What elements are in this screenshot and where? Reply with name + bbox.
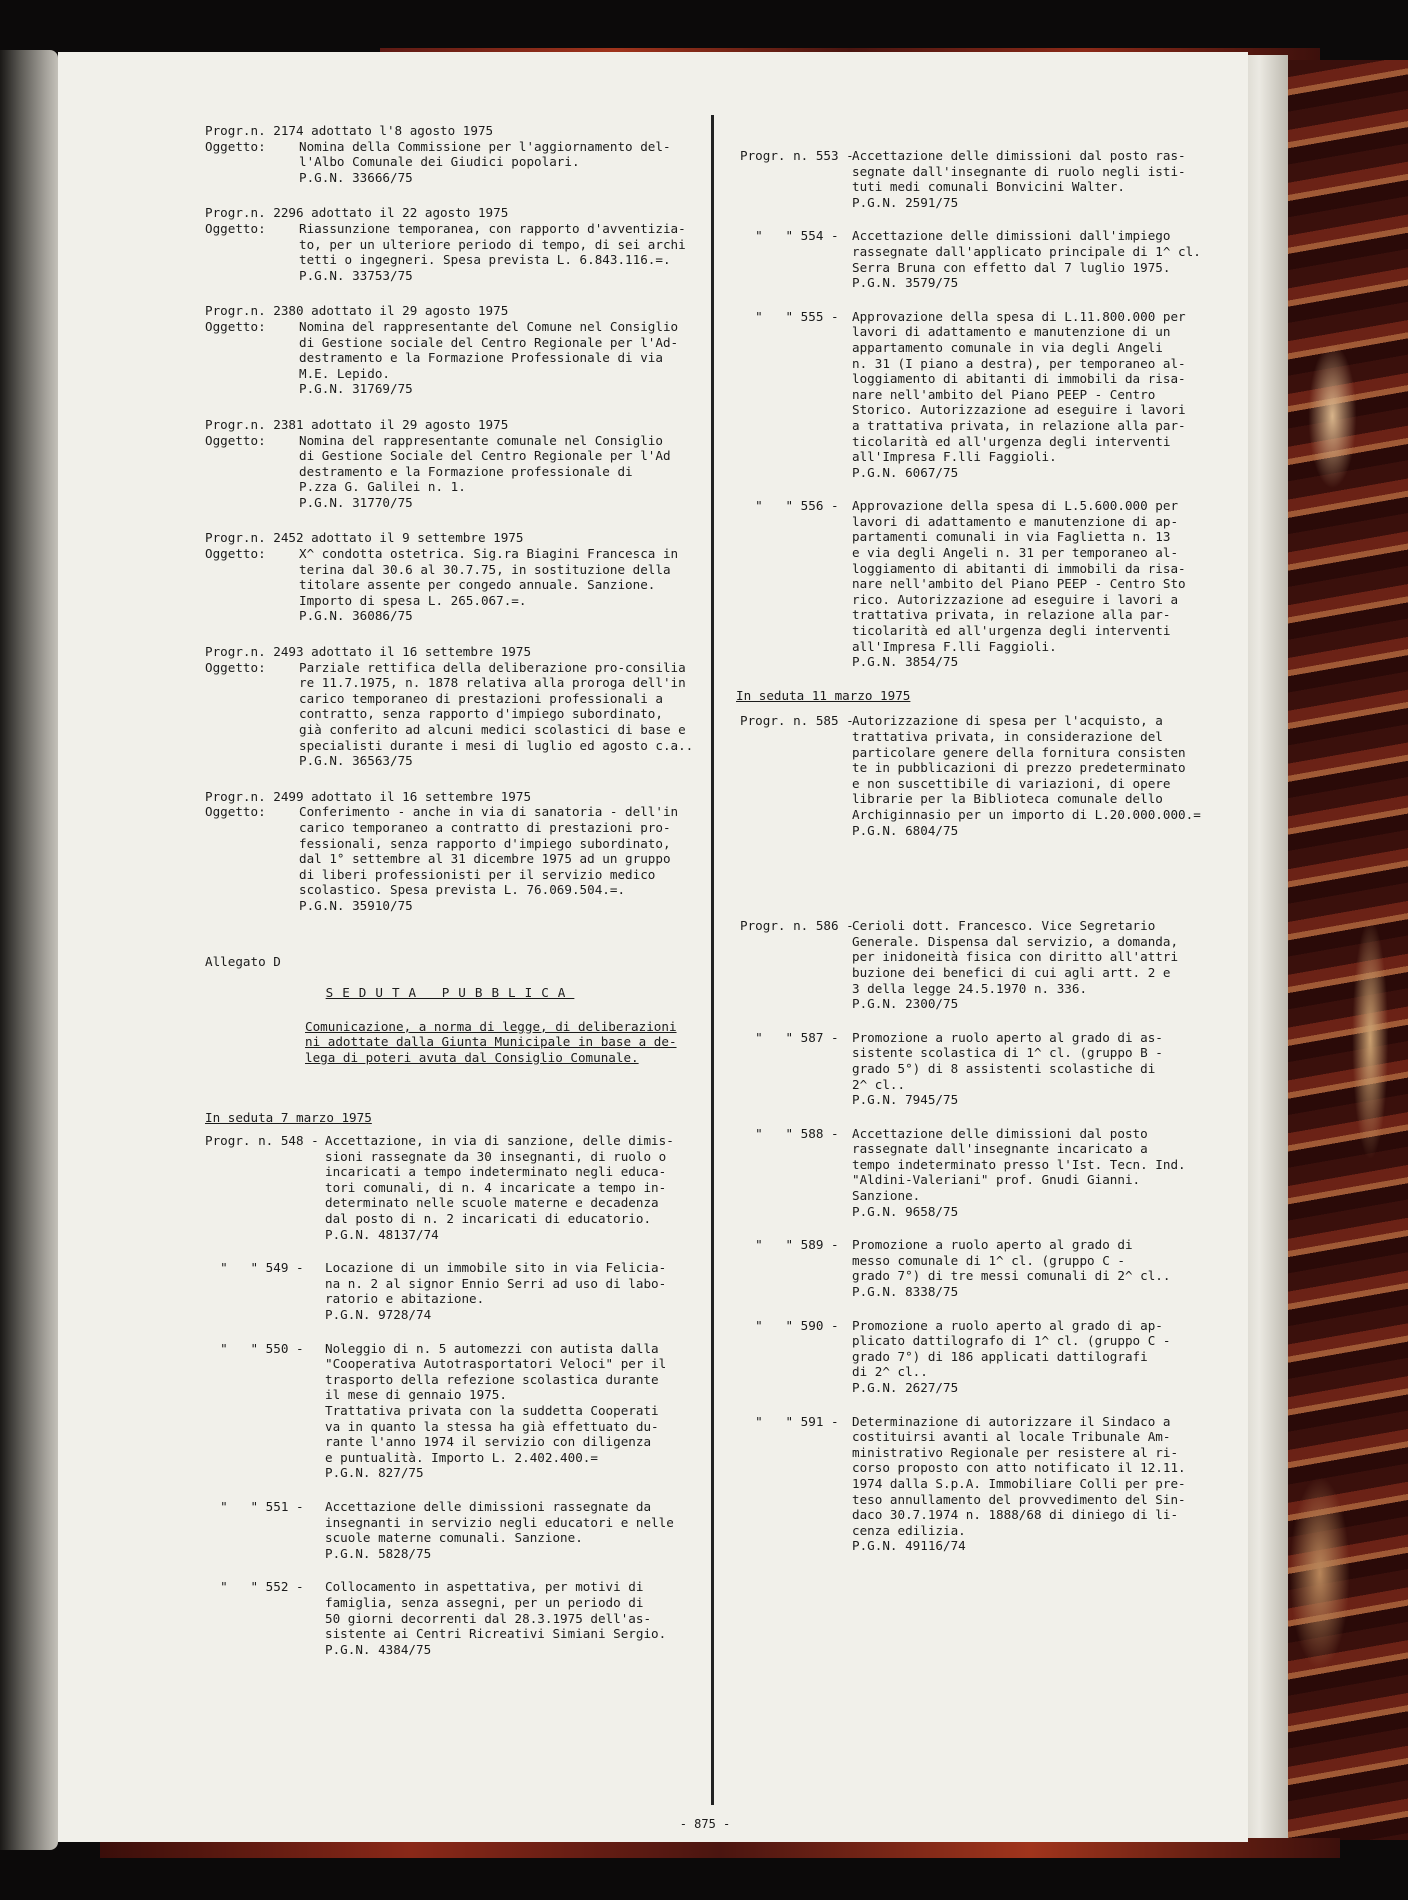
progr-line: P.G.N. 6804/75	[852, 822, 959, 838]
progr-line: Autorizzazione di spesa per l'acquisto, a	[852, 713, 1163, 729]
progr-text	[852, 228, 1232, 290]
progr-label: " " 587 -	[740, 1029, 839, 1045]
oggetto-text	[299, 433, 695, 511]
oggetto-row	[205, 433, 695, 511]
progr-line: Approvazione della spesa di L.11.800.000 per	[852, 308, 1186, 324]
oggetto-line: già conferito ad alcuni medici scolastici di base e	[299, 722, 686, 737]
oggetto-line: Nomina del rappresentante comunale nel Consiglio	[299, 432, 663, 448]
oggetto-line: di liberi professionisti per il servizio medico	[299, 866, 656, 882]
entry-heading: Progr.n. 2296 adottato il 22 agosto 1975	[205, 205, 509, 221]
progr-line: P.G.N. 6067/75	[852, 464, 959, 480]
entry-heading: Progr.n. 2381 adottato il 29 agosto 1975	[205, 416, 509, 432]
progr-line: Approvazione della spesa di L.5.600.000 per	[852, 498, 1179, 514]
progr-line: ratorio e abitazione.	[325, 1291, 485, 1307]
entry-heading: Progr.n. 2174 adottato l'8 agosto 1975	[205, 123, 494, 138]
left-entries	[205, 123, 695, 914]
progr-label: Progr. n. 586 -	[740, 918, 854, 934]
marbled-cover	[1282, 60, 1408, 1840]
progr-item	[205, 1499, 695, 1561]
progr-label: " " 549 -	[205, 1260, 304, 1276]
progr-line: P.G.N. 8338/75	[852, 1284, 959, 1300]
progr-label: Progr. n. 548 -	[205, 1133, 319, 1149]
progr-line: n. 31 (I piano a destra), per temporaneo al-	[852, 355, 1186, 371]
progr-line: sistente ai Centri Ricreativi Simiani Sergio.	[325, 1626, 667, 1642]
oggetto-line: X^ condotta ostetrica. Sig.ra Biagini Francesca in	[299, 546, 679, 562]
oggetto-line: re 11.7.1975, n. 1878 relativa alla proroga dell'in	[299, 675, 686, 691]
allegato-label: Allegato D	[205, 953, 281, 969]
progr-item	[740, 713, 1232, 838]
progr-line: P.G.N. 4384/75	[325, 1641, 432, 1657]
column-divider	[711, 115, 714, 1805]
progr-label: " " 591 -	[740, 1413, 839, 1429]
progr-line: grado 7°) di tre messi comunali di 2^ cl..	[852, 1268, 1171, 1284]
progr-line: nare nell'ambito del Piano PEEP - Centro Sto	[852, 576, 1186, 592]
progr-label: " " 554 -	[740, 228, 839, 244]
progr-line: Promozione a ruolo aperto al grado di ap-	[852, 1317, 1163, 1333]
progr-line: Accettazione, in via di sanzione, delle dimis-	[325, 1133, 674, 1149]
progr-text	[852, 713, 1232, 838]
progr-label: " " 588 -	[740, 1125, 839, 1141]
oggetto-line: di Gestione Sociale del Centro Regionale per l'Ad	[299, 448, 671, 464]
progr-item	[740, 228, 1232, 290]
oggetto-row	[205, 139, 695, 186]
progr-item	[740, 918, 1232, 1012]
progr-line: lavori di adattamento e manutenzione di ap-	[852, 513, 1179, 529]
progr-line: sistente scolastica di 1^ cl. (gruppo B -	[852, 1045, 1163, 1061]
left-column	[205, 123, 695, 1675]
delibera-entry	[205, 123, 695, 185]
progr-line: di 2^ cl..	[852, 1364, 928, 1380]
progr-item	[205, 1341, 695, 1481]
progr-label: Progr. n. 553 -	[740, 148, 854, 163]
entry-heading: Progr.n. 2499 adottato il 16 settembre 1975	[205, 788, 532, 804]
oggetto-line: specialisti durante i mesi di luglio ed agosto c.a..	[299, 737, 694, 753]
entry-heading: Progr.n. 2380 adottato il 29 agosto 1975	[205, 303, 509, 319]
comunicazione-line: Comunicazione, a norma di legge, di deliberazioni	[305, 1018, 677, 1034]
oggetto-text	[299, 546, 695, 624]
progr-label: " " 550 -	[205, 1340, 304, 1356]
progr-line: segnate dall'insegnante di ruolo negli isti-	[852, 163, 1186, 179]
oggetto-text	[299, 221, 695, 283]
progr-line: rassegnate dall'insegnante incaricato a	[852, 1141, 1148, 1157]
progr-line: "Aldini-Valeriani" prof. Gnudi Gianni.	[852, 1172, 1141, 1188]
progr-line: e non suscettibile di variazioni, di opere	[852, 775, 1171, 791]
progr-line: P.G.N. 5828/75	[325, 1545, 432, 1561]
oggetto-line: P.G.N. 33753/75	[299, 267, 413, 283]
progr-line: e via degli Angeli n. 31 per temporaneo al-	[852, 545, 1179, 561]
oggetto-label: Oggetto:	[205, 220, 266, 236]
progr-line: scuole materne comunali. Sanzione.	[325, 1530, 583, 1546]
progr-line: P.G.N. 2627/75	[852, 1380, 959, 1395]
progr-line: ticolarità ed all'urgenza degli interventi	[852, 433, 1171, 449]
entry-heading: Progr.n. 2452 adottato il 9 settembre 1975	[205, 530, 524, 546]
progr-item	[740, 309, 1232, 481]
progr-text	[325, 1499, 695, 1561]
progr-text	[852, 309, 1232, 481]
progr-line: nare nell'ambito del Piano PEEP - Centro	[852, 386, 1156, 402]
oggetto-text	[299, 660, 695, 769]
progr-line: Promozione a ruolo aperto al grado di	[852, 1237, 1133, 1253]
entry-heading: Progr.n. 2493 adottato il 16 settembre 1975	[205, 644, 532, 660]
progr-line: Storico. Autorizzazione ad eseguire i lavori	[852, 402, 1186, 418]
oggetto-line: Nomina del rappresentante del Comune nel Consiglio	[299, 318, 679, 334]
oggetto-line: P.zza G. Galilei n. 1.	[299, 479, 466, 495]
oggetto-label: Oggetto:	[205, 804, 266, 820]
progr-line: trasporto della refezione scolastica durante	[325, 1371, 659, 1387]
progr-line: partamenti comunali in via Faglietta n. 13	[852, 529, 1171, 545]
progr-line: plicato dattilografo di 1^ cl. (gruppo C -	[852, 1333, 1171, 1349]
progr-line: Locazione di un immobile sito in via Felicia-	[325, 1260, 667, 1276]
oggetto-label: Oggetto:	[205, 546, 266, 562]
progr-line: lavori di adattamento e manutenzione di un	[852, 324, 1171, 340]
progr-line: 50 giorni decorrenti dal 28.3.1975 dell'as-	[325, 1610, 652, 1626]
oggetto-line: tetti o ingegneri. Spesa prevista L. 6.843.116.=.	[299, 252, 671, 268]
progr-line: te in pubblicazioni di prezzo predeterminato	[852, 760, 1186, 776]
oggetto-line: destramento e la Formazione professionale di	[299, 463, 633, 479]
progr-text	[852, 1030, 1232, 1108]
progr-line: P.G.N. 7945/75	[852, 1092, 959, 1108]
progr-line: P.G.N. 827/75	[325, 1465, 424, 1481]
progr-line: 3 della legge 24.5.1970 n. 336.	[852, 980, 1088, 996]
progr-line: Accettazione delle dimissioni rassegnate da	[325, 1498, 652, 1514]
progr-line: P.G.N. 3854/75	[852, 654, 959, 670]
oggetto-line: P.G.N. 33666/75	[299, 169, 413, 185]
progr-label: Progr. n. 585 -	[740, 713, 854, 729]
progr-line: Accettazione delle dimissioni dall'impiego	[852, 228, 1171, 244]
oggetto-line: contratto, senza rapporto d'impiego subordinato,	[299, 706, 663, 722]
progr-line: Collocamento in aspettativa, per motivi di	[325, 1579, 644, 1595]
progr-line: loggiamento di abitanti di immobili da risa-	[852, 371, 1186, 387]
progr-line: P.G.N. 48137/74	[325, 1226, 439, 1242]
oggetto-line: to, per un ulteriore periodo di tempo, di sei archi	[299, 236, 686, 252]
oggetto-row	[205, 221, 695, 283]
progr-line: P.G.N. 3579/75	[852, 275, 959, 291]
progr-line: costituirsi avanti al locale Tribunale Am-	[852, 1429, 1171, 1445]
progr-line: Noleggio di n. 5 automezzi con autista dalla	[325, 1340, 659, 1356]
progr-line: Trattativa privata con la suddetta Cooperati	[325, 1403, 659, 1418]
seduta-heading-right: In seduta 11 marzo 1975	[736, 687, 911, 703]
progr-line: P.G.N. 9728/74	[325, 1307, 432, 1323]
oggetto-line: dal 1° settembre al 31 dicembre 1975 ad un gruppo	[299, 851, 671, 867]
progr-line: all'Impresa F.lli Faggioli.	[852, 638, 1057, 654]
comunicazione-line: ni adottate dalla Giunta Municipale in base a de-	[305, 1034, 677, 1050]
progr-text	[852, 1126, 1232, 1220]
progr-label: " " 556 -	[740, 498, 839, 514]
progr-line: Promozione a ruolo aperto al grado di as-	[852, 1029, 1163, 1045]
progr-item	[205, 1579, 695, 1657]
progr-line: Generale. Dispensa dal servizio, a domanda,	[852, 933, 1179, 949]
progr-line: cenza edilizia.	[852, 1522, 966, 1538]
delibera-entry	[205, 789, 695, 914]
oggetto-line: P.G.N. 36086/75	[299, 608, 413, 624]
oggetto-row	[205, 804, 695, 913]
progr-line: e puntualità. Importo L. 2.402.400.=	[325, 1449, 598, 1465]
oggetto-text	[299, 319, 695, 397]
progr-line: grado 5°) di 8 assistenti scolastiche di	[852, 1060, 1156, 1076]
progr-item	[740, 148, 1232, 210]
oggetto-label: Oggetto:	[205, 432, 266, 448]
oggetto-line: P.G.N. 36563/75	[299, 753, 413, 769]
progr-line: Determinazione di autorizzare il Sindaco a	[852, 1413, 1171, 1429]
progr-line: tuti medi comunali Bonvicini Walter.	[852, 179, 1125, 195]
progr-item	[205, 1133, 695, 1242]
oggetto-line: M.E. Lepido.	[299, 365, 390, 381]
progr-line: rico. Autorizzazione ad eseguire i lavori a	[852, 591, 1179, 607]
progr-line: tempo indeterminato presso l'Ist. Tecn. Ind.	[852, 1156, 1186, 1172]
progr-text	[325, 1579, 695, 1657]
progr-item	[740, 1414, 1232, 1554]
oggetto-line: fessionali, senza rapporto d'impiego subordinato,	[299, 835, 671, 851]
progr-text	[852, 498, 1232, 670]
right-items-first	[740, 148, 1232, 670]
progr-line: dal posto di n. 2 incaricati di educatorio.	[325, 1211, 652, 1227]
progr-line: determinato nelle scuole materne e decadenza	[325, 1195, 659, 1211]
progr-line: il mese di gennaio 1975.	[325, 1387, 507, 1403]
progr-text	[852, 148, 1232, 210]
oggetto-line: Riassunzione temporanea, con rapporto d'avventizia-	[299, 220, 686, 236]
progr-label: " " 589 -	[740, 1237, 839, 1253]
progr-line: trattativa privata, in considerazione del	[852, 729, 1163, 744]
progr-text	[325, 1260, 695, 1322]
progr-line: famiglia, senza assegni, per un periodo di	[325, 1594, 644, 1610]
progr-line: sioni rassegnate da 30 insegnanti, di ruolo o	[325, 1148, 667, 1164]
oggetto-line: di Gestione sociale del Centro Regionale per l'Ad-	[299, 334, 679, 350]
page-number: - 875 -	[679, 1817, 731, 1831]
oggetto-label: Oggetto:	[205, 138, 266, 154]
progr-line: appartamento comunale in via degli Angeli	[852, 339, 1163, 355]
oggetto-line: P.G.N. 35910/75	[299, 897, 413, 913]
progr-line: a trattativa privata, in relazione alla par-	[852, 417, 1186, 433]
progr-line: va in quanto la stessa ha già effettuato du-	[325, 1418, 659, 1434]
book-binding	[0, 50, 58, 1850]
delibera-entry	[205, 303, 695, 397]
oggetto-line: scolastico. Spesa prevista L. 76.069.504.=.	[299, 882, 626, 898]
oggetto-line: Conferimento - anche in via di sanatoria - dell'in	[299, 804, 679, 820]
progr-line: daco 30.7.1974 n. 1888/68 di diniego di li-	[852, 1507, 1179, 1523]
oggetto-line: carico temporaneo di prestazioni professionali a	[299, 690, 663, 706]
progr-line: rante l'anno 1974 il servizio con diligenza	[325, 1434, 652, 1450]
progr-line: buzione dei benefici di cui agli artt. 2 e	[852, 964, 1171, 980]
oggetto-label: Oggetto:	[205, 318, 266, 334]
progr-line: P.G.N. 9658/75	[852, 1203, 959, 1219]
progr-item	[740, 1126, 1232, 1220]
progr-text	[852, 1414, 1232, 1554]
progr-line: 2^ cl..	[852, 1076, 906, 1092]
oggetto-row	[205, 546, 695, 624]
delibera-entry	[205, 417, 695, 511]
progr-line: "Cooperativa Autotrasportatori Veloci" per il	[325, 1356, 667, 1372]
oggetto-row	[205, 660, 695, 769]
delibera-entry	[205, 530, 695, 624]
progr-item	[740, 1318, 1232, 1396]
progr-line: insegnanti in servizio negli educatori e nelle	[325, 1514, 674, 1530]
oggetto-text	[299, 804, 695, 913]
progr-line: Serra Bruna con effetto dal 7 luglio 1975.	[852, 259, 1171, 275]
progr-item	[740, 1237, 1232, 1299]
left-items	[205, 1133, 695, 1657]
progr-line: Archiginnasio per un importo di L.20.000.000.=	[852, 806, 1201, 822]
oggetto-line: terina dal 30.6 al 30.7.75, in sostituzione della	[299, 561, 671, 577]
oggetto-line: destramento e la Formazione Professionale di via	[299, 350, 663, 366]
oggetto-line: P.G.N. 31770/75	[299, 494, 413, 510]
progr-item	[205, 1260, 695, 1322]
progr-line: 1974 dalla S.p.A. Immobiliare Colli per pre-	[852, 1475, 1186, 1491]
oggetto-line: Nomina della Commissione per l'aggiornamento del-	[299, 138, 671, 154]
delibera-entry	[205, 205, 695, 283]
progr-line: Cerioli dott. Francesco. Vice Segretario	[852, 918, 1156, 934]
progr-text	[852, 1237, 1232, 1299]
progr-line: corso proposto con atto notificato il 12.11.	[852, 1460, 1186, 1476]
progr-line: ticolarità ed all'urgenza degli interventi	[852, 623, 1171, 639]
right-items-second	[740, 713, 1232, 1554]
oggetto-text	[299, 139, 695, 186]
progr-text	[325, 1341, 695, 1481]
progr-text	[325, 1133, 695, 1242]
progr-line: Sanzione.	[852, 1188, 921, 1204]
progr-line: P.G.N. 2591/75	[852, 194, 959, 210]
progr-line: tori comunali, di n. 4 incaricate a tempo in-	[325, 1179, 667, 1195]
progr-line: loggiamento di abitanti di immobili da risa-	[852, 560, 1186, 576]
progr-line: grado 7°) di 186 applicati dattilografi	[852, 1348, 1148, 1364]
progr-label: " " 555 -	[740, 308, 839, 324]
seduta-heading-left: In seduta 7 marzo 1975	[205, 1109, 372, 1125]
progr-text	[852, 1318, 1232, 1396]
progr-line: librarie per la Biblioteca comunale dello	[852, 791, 1163, 807]
progr-line: na n. 2 al signor Ennio Serri ad uso di labo-	[325, 1275, 667, 1291]
comunicazione-line: lega di poteri avuta dal Consiglio Comunale.	[305, 1049, 639, 1065]
progr-line: incaricati a tempo indeterminato negli educa-	[325, 1164, 667, 1180]
progr-line: ministrativo Regionale per resistere al ri-	[852, 1444, 1179, 1460]
comunicazione-block	[205, 1019, 695, 1066]
oggetto-row	[205, 319, 695, 397]
progr-line: all'Impresa F.lli Faggioli.	[852, 449, 1057, 465]
oggetto-line: Parziale rettifica della deliberazione pro-consilia	[299, 659, 686, 675]
progr-line: teso annullamento del provvedimento del Sin-	[852, 1491, 1186, 1507]
progr-line: Accettazione delle dimissioni dal posto ras-	[852, 148, 1186, 163]
progr-line: P.G.N. 49116/74	[852, 1538, 966, 1554]
progr-line: rassegnate dall'applicato principale di 1^ cl.	[852, 243, 1201, 259]
progr-label: " " 552 -	[205, 1579, 304, 1595]
progr-line: trattativa privata, in relazione alla par-	[852, 607, 1171, 623]
progr-line: P.G.N. 2300/75	[852, 996, 959, 1012]
right-column	[736, 148, 1232, 1572]
progr-text	[852, 918, 1232, 1012]
seduta-pubblica-title: SEDUTA PUBBLICA	[325, 985, 575, 1001]
progr-label: " " 551 -	[205, 1498, 304, 1514]
progr-line: particolare genere della fornitura consisten	[852, 744, 1186, 760]
progr-line: per inidoneità fisica con diritto all'attri	[852, 949, 1179, 965]
oggetto-line: titolare assente per congedo annuale. Sanzione.	[299, 577, 656, 593]
progr-item	[740, 498, 1232, 670]
oggetto-line: P.G.N. 31769/75	[299, 381, 413, 397]
delibera-entry	[205, 644, 695, 769]
oggetto-label: Oggetto:	[205, 659, 266, 675]
progr-item	[740, 1030, 1232, 1108]
progr-label: " " 590 -	[740, 1317, 839, 1333]
oggetto-line: Importo di spesa L. 265.067.=.	[299, 592, 527, 608]
progr-line: messo comunale di 1^ cl. (gruppo C -	[852, 1252, 1125, 1268]
oggetto-line: l'Albo Comunale dei Giudici popolari.	[299, 154, 580, 170]
progr-line: Accettazione delle dimissioni dal posto	[852, 1125, 1148, 1141]
oggetto-line: carico temporaneo a contratto di prestazioni pro-	[299, 819, 671, 835]
